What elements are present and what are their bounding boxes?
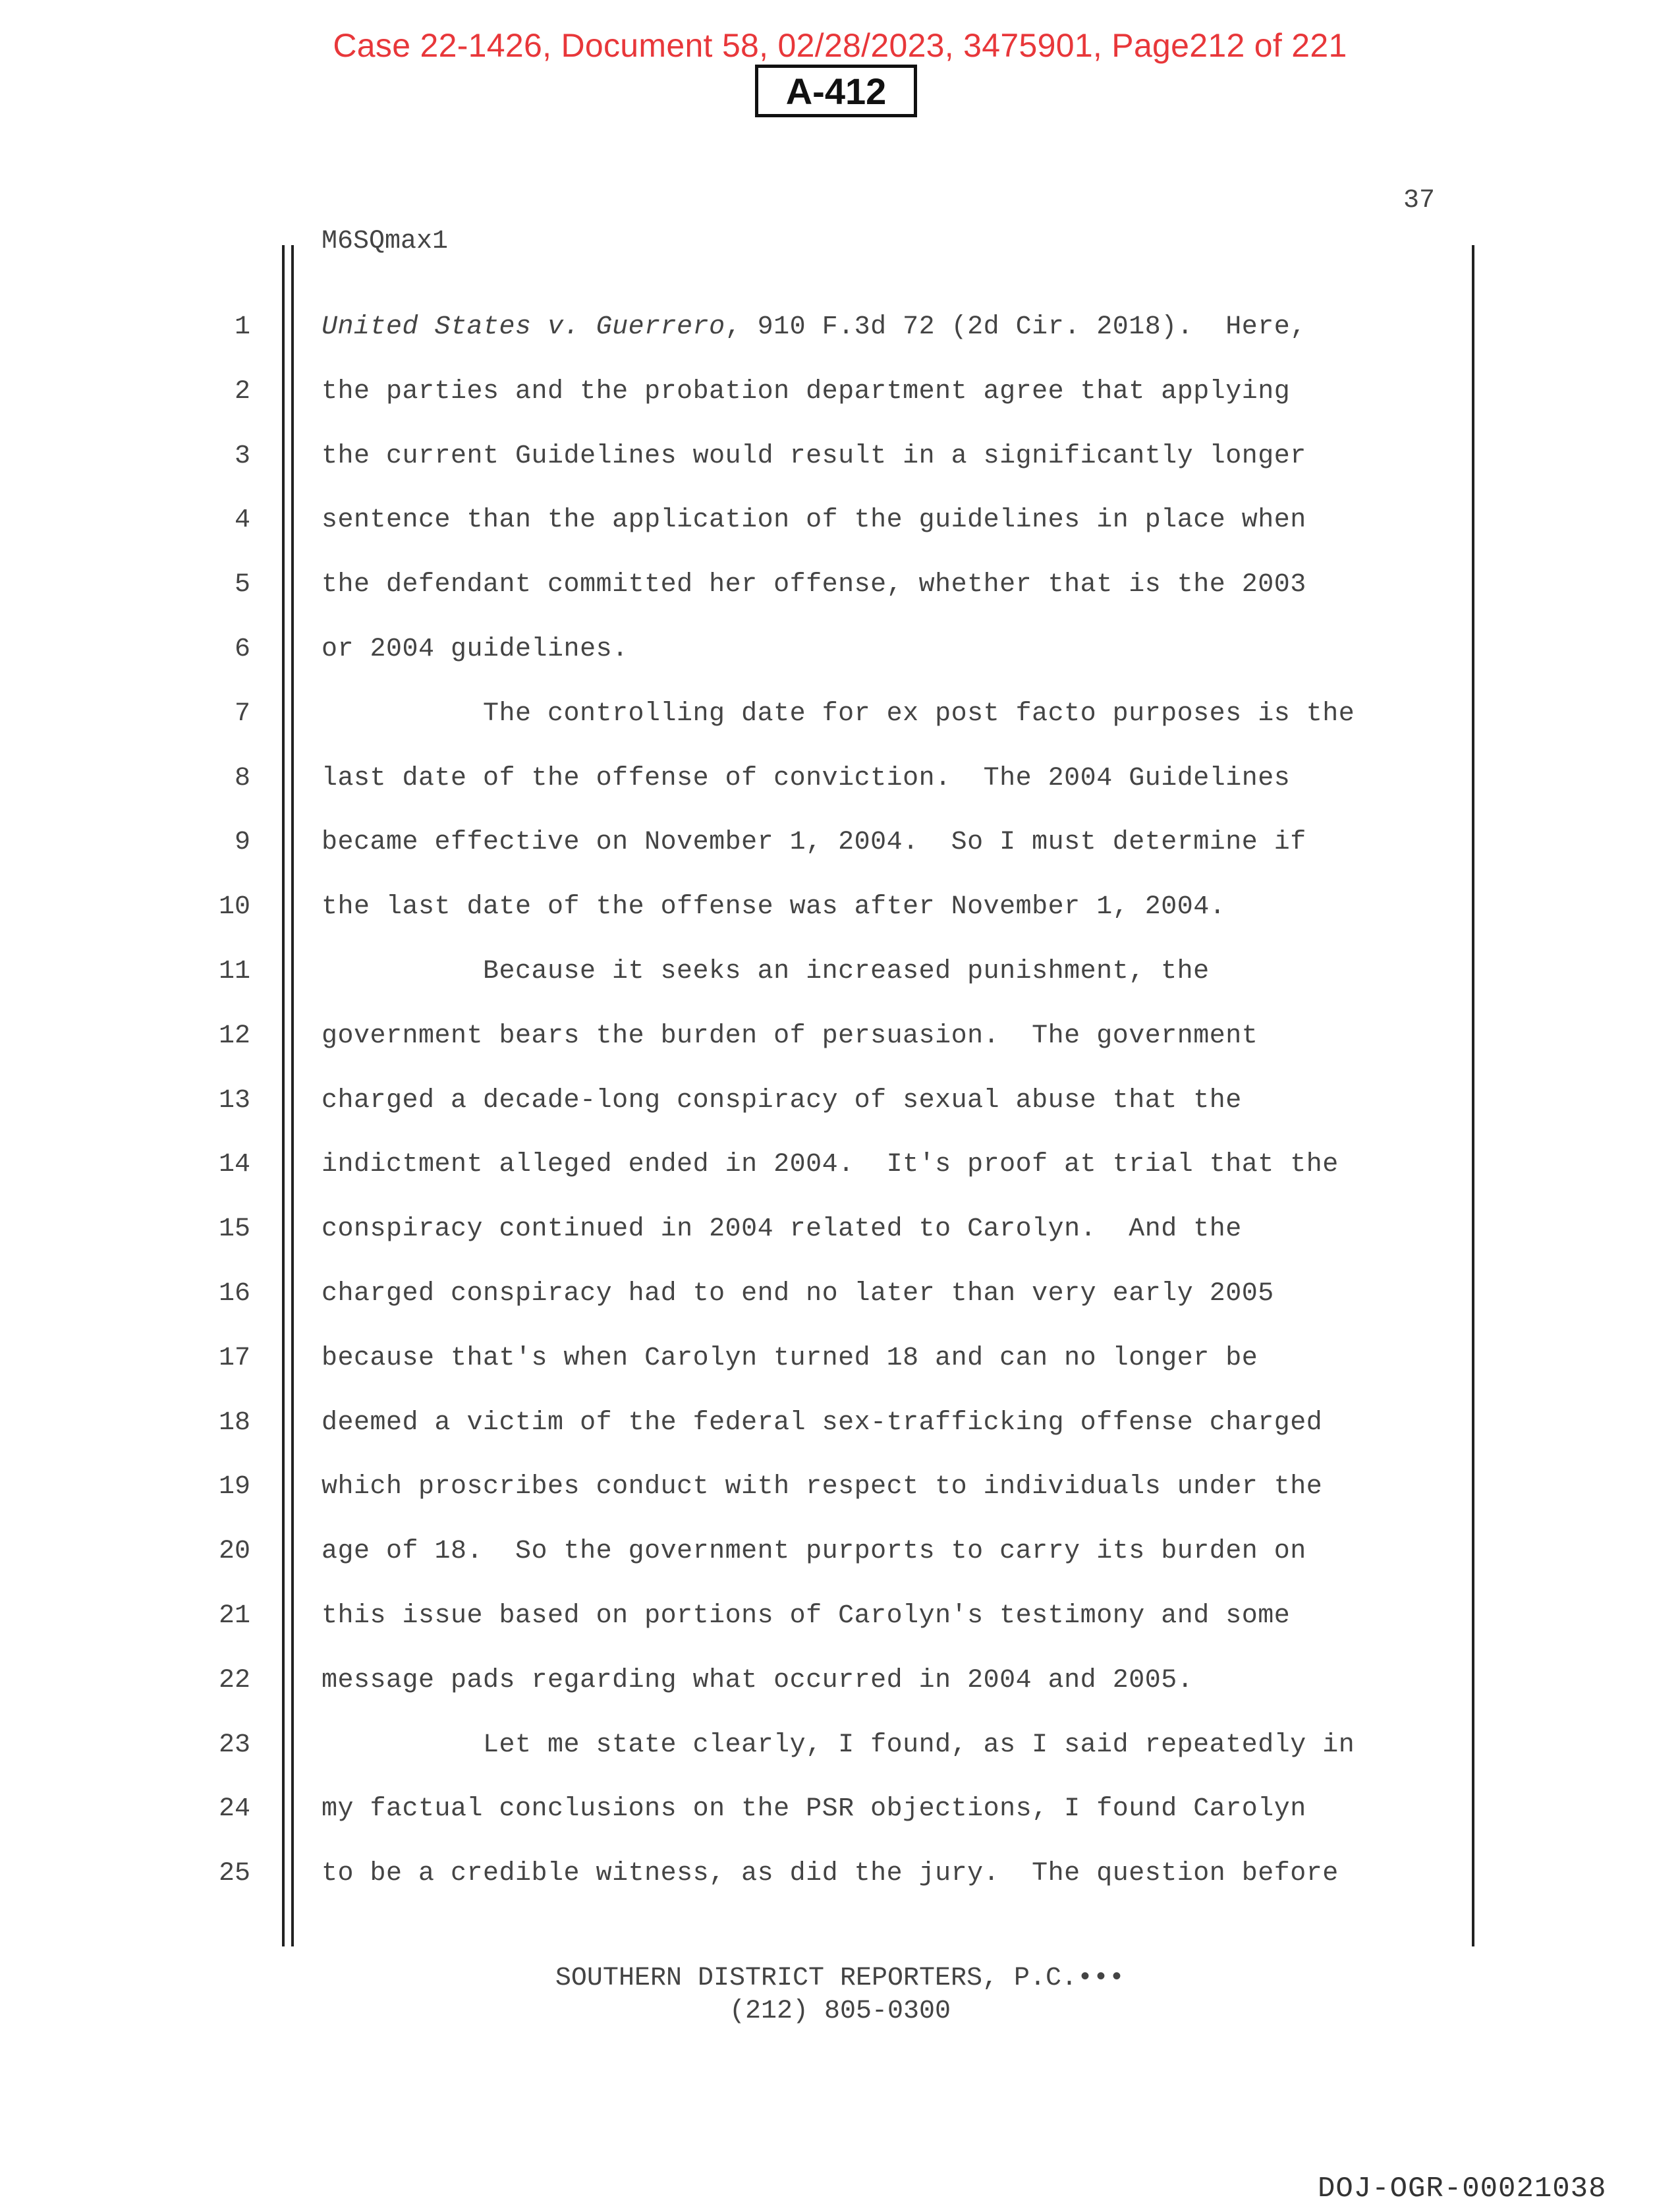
line-number: 11 — [218, 957, 250, 986]
left-margin-rule — [282, 245, 285, 1946]
transcript-line: Let me state clearly, I found, as I said repeatedly in — [483, 1730, 1355, 1760]
page-number: 37 — [1403, 186, 1436, 215]
line-number: 22 — [218, 1666, 250, 1695]
line-text: , 910 F.3d 72 (2d Cir. 2018). Here, — [725, 312, 1306, 342]
line-number: 10 — [218, 892, 250, 922]
transcript-line: deemed a victim of the federal sex-trafficking offense charged — [322, 1408, 1323, 1438]
transcript-header-code: M6SQmax1 — [322, 227, 449, 256]
transcript-line: charged conspiracy had to end no later than very early 2005 — [322, 1279, 1274, 1309]
transcript-line: the current Guidelines would result in a significantly longer — [322, 441, 1306, 471]
transcript-line: the defendant committed her offense, whether that is the 2003 — [322, 570, 1306, 600]
line-number: 7 — [234, 699, 250, 729]
line-number: 25 — [218, 1859, 250, 1888]
left-margin-rule-inner — [291, 245, 294, 1946]
line-number: 1 — [234, 312, 250, 342]
exhibit-label: A-412 — [755, 65, 917, 117]
transcript-line: sentence than the application of the guidelines in place when — [322, 505, 1306, 535]
transcript-line: because that's when Carolyn turned 18 and can no longer be — [322, 1344, 1258, 1373]
line-number: 21 — [218, 1601, 250, 1631]
transcript-line: last date of the offense of conviction. The 2004 Guidelines — [322, 764, 1291, 793]
line-number: 15 — [218, 1214, 250, 1244]
transcript-line: or 2004 guidelines. — [322, 635, 629, 664]
transcript-line: The controlling date for ex post facto purposes is the — [483, 699, 1355, 729]
line-number: 4 — [234, 505, 250, 535]
line-number: 16 — [218, 1279, 250, 1309]
footer-reporter: SOUTHERN DISTRICT REPORTERS, P.C.••• — [555, 1964, 1125, 1993]
line-number: 12 — [218, 1021, 250, 1051]
transcript-line: the last date of the offense was after November 1, 2004. — [322, 892, 1226, 922]
transcript-line: to be a credible witness, as did the jury. The question before — [322, 1859, 1339, 1888]
line-number: 3 — [234, 441, 250, 471]
right-margin-rule — [1472, 245, 1474, 1946]
transcript-line: charged a decade-long conspiracy of sexual abuse that the — [322, 1086, 1242, 1116]
transcript-line — [322, 312, 1306, 342]
line-number: 9 — [234, 828, 250, 857]
transcript-line: became effective on November 1, 2004. So I must determine if — [322, 828, 1306, 857]
transcript-line: which proscribes conduct with respect to individuals under the — [322, 1472, 1323, 1502]
line-number: 19 — [218, 1472, 250, 1502]
transcript-line: indictment alleged ended in 2004. It's proof at trial that the — [322, 1150, 1339, 1179]
case-citation: United States v. Guerrero — [322, 312, 725, 342]
line-number: 14 — [218, 1150, 250, 1179]
line-number: 8 — [234, 764, 250, 793]
line-number: 20 — [218, 1537, 250, 1566]
transcript-line: the parties and the probation department agree that applying — [322, 377, 1291, 407]
line-number: 6 — [234, 635, 250, 664]
line-number: 18 — [218, 1408, 250, 1438]
footer-phone: (212) 805-0300 — [729, 1997, 951, 2026]
transcript-line: age of 18. So the government purports to carry its burden on — [322, 1537, 1306, 1566]
transcript-line: Because it seeks an increased punishment, the — [483, 957, 1210, 986]
transcript-line: message pads regarding what occurred in 2004 and 2005. — [322, 1666, 1194, 1695]
transcript-line: conspiracy continued in 2004 related to Carolyn. And the — [322, 1214, 1242, 1244]
transcript-line: my factual conclusions on the PSR objections, I found Carolyn — [322, 1794, 1306, 1824]
line-number: 17 — [218, 1344, 250, 1373]
line-number: 13 — [218, 1086, 250, 1116]
case-stamp: Case 22-1426, Document 58, 02/28/2023, 3475901, Page212 of 221 — [333, 27, 1347, 64]
transcript-line: this issue based on portions of Carolyn's testimony and some — [322, 1601, 1291, 1631]
line-number: 2 — [234, 377, 250, 407]
line-number: 23 — [218, 1730, 250, 1760]
transcript-line: government bears the burden of persuasion. The government — [322, 1021, 1258, 1051]
line-number: 24 — [218, 1794, 250, 1824]
line-number: 5 — [234, 570, 250, 600]
bates-number: DOJ-OGR-00021038 — [1318, 2172, 1607, 2205]
